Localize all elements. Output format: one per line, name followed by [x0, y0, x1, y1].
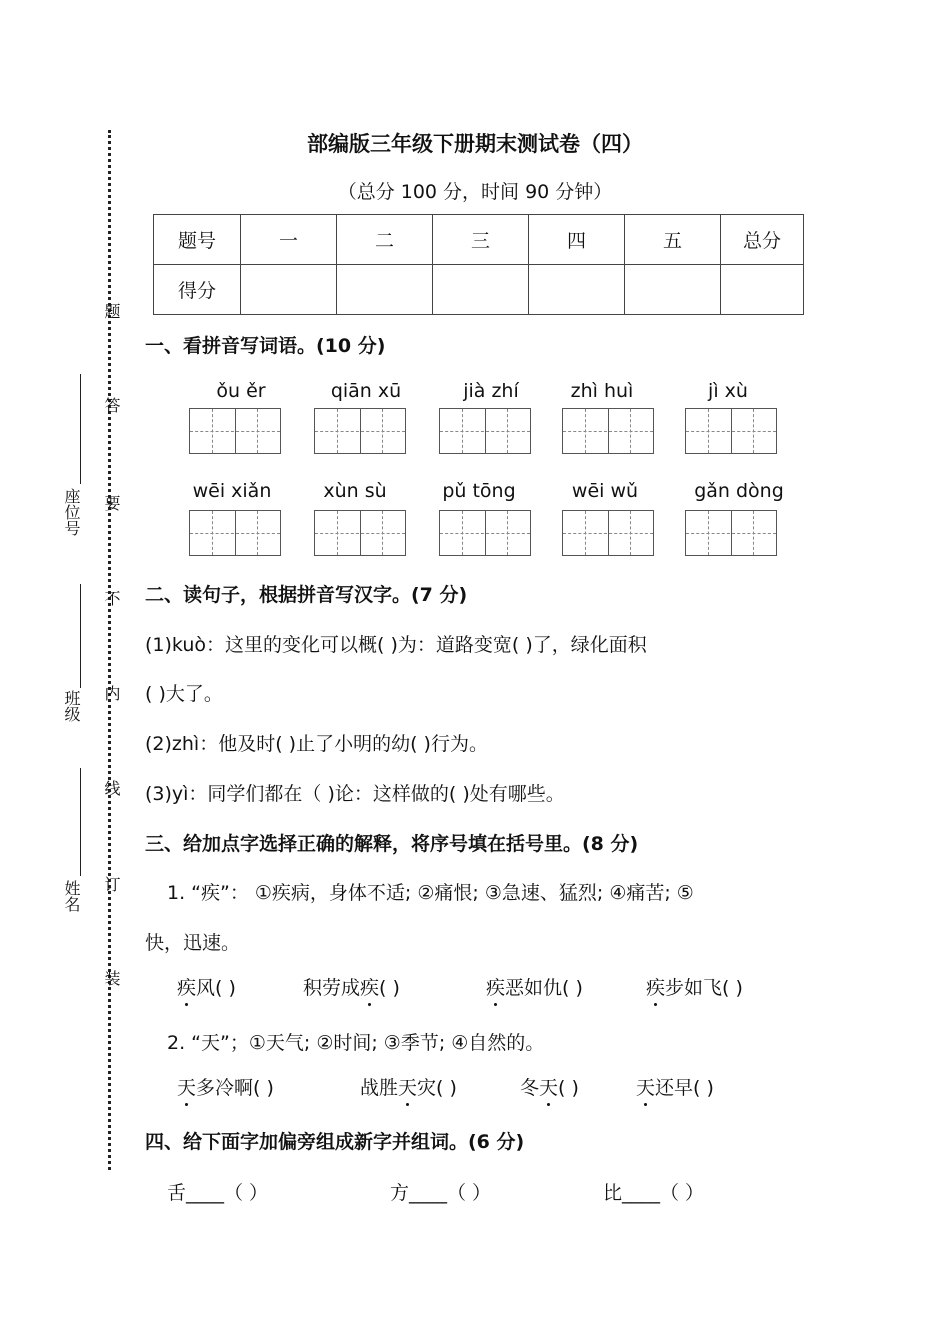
pinyin-label: wēi wǔ — [571, 480, 639, 502]
answer-item — [303, 973, 400, 1000]
answer-item-text: 还早( ) — [655, 1077, 714, 1099]
answer-item-text: 步如飞( ) — [665, 977, 743, 999]
question-text: 2. “天”；①天气; ②时间; ③季节; ④自然的。 — [167, 1032, 545, 1054]
answer-item-text: ( ) — [379, 977, 400, 999]
writing-grid[interactable] — [685, 510, 777, 556]
name-line — [80, 768, 81, 876]
answer-item-text: 灾( ) — [417, 1077, 457, 1099]
section3-heading: 三、给加点字选择正确的解释，将序号填在括号里。(8 分) — [145, 833, 639, 855]
section4-heading: 四、给下面字加偏旁组成新字并组词。(6 分) — [145, 1131, 525, 1153]
score-cell[interactable] — [721, 265, 804, 315]
pinyin-label: ǒu ěr — [216, 380, 266, 402]
dotted-char: 疾 — [646, 973, 665, 1000]
score-header-cell: 五 — [625, 215, 721, 265]
binding-char: 要 — [102, 495, 121, 511]
pinyin-label: zhì huì — [570, 380, 634, 402]
binding-char: 内 — [102, 685, 121, 701]
question-text: 1. “疾”： ①疾病，身体不适; ②痛恨; ③急速、猛烈; ④痛苦; ⑤ — [167, 882, 694, 904]
score-header-cell: 题号 — [154, 215, 241, 265]
seat-number-label: 座位号 — [62, 488, 81, 536]
score-header-cell: 总分 — [721, 215, 804, 265]
writing-grid[interactable] — [314, 510, 406, 556]
section1-heading: 一、看拼音写词语。(10 分) — [145, 335, 386, 357]
answer-item-text: 风( ) — [196, 977, 236, 999]
class-line — [80, 584, 81, 688]
dotted-char: 疾 — [177, 973, 196, 1000]
answer-item-prefix: 积劳成 — [303, 977, 361, 999]
pinyin-label: gǎn dòng — [694, 480, 784, 502]
section2-heading: 二、读句子，根据拼音写汉字。(7 分) — [145, 584, 468, 606]
pinyin-label: xùn sù — [323, 480, 387, 502]
answer-item — [646, 973, 743, 1000]
score-cell[interactable] — [433, 265, 529, 315]
answer-item-text: ( ) — [558, 1077, 579, 1099]
answer-item — [360, 1073, 457, 1100]
dotted-char: 疾 — [360, 973, 379, 1000]
writing-grid[interactable] — [189, 408, 281, 454]
writing-grid[interactable] — [562, 408, 654, 454]
binding-char: 订 — [102, 876, 121, 892]
pinyin-label: jià zhí — [463, 380, 519, 402]
answer-item-text: 多冷啊( ) — [196, 1077, 274, 1099]
score-cell[interactable] — [337, 265, 433, 315]
score-cell[interactable] — [625, 265, 721, 315]
radical-item: 比____（ ） — [603, 1182, 705, 1204]
question-text: 快，迅速。 — [145, 932, 241, 954]
dotted-char: 天 — [539, 1073, 558, 1100]
writing-grid[interactable] — [562, 510, 654, 556]
answer-item — [520, 1073, 579, 1100]
seat-number-line — [80, 374, 81, 484]
binding-char: 装 — [102, 970, 121, 986]
pinyin-label: wēi xiǎn — [192, 480, 272, 502]
name-label: 姓名 — [62, 880, 81, 912]
writing-grid[interactable] — [314, 408, 406, 454]
answer-item — [486, 973, 583, 1000]
score-table-score-row — [154, 265, 804, 315]
binding-char: 答 — [102, 397, 121, 413]
dotted-char: 天 — [636, 1073, 655, 1100]
page-subtitle: （总分 100 分，时间 90 分钟） — [337, 181, 613, 203]
score-cell[interactable] — [529, 265, 625, 315]
answer-item-prefix: 冬 — [520, 1077, 540, 1099]
radical-item: 方____（ ） — [390, 1182, 492, 1204]
dotted-char: 天 — [398, 1073, 417, 1100]
binding-char: 线 — [102, 780, 121, 796]
writing-grid[interactable] — [685, 408, 777, 454]
score-cell[interactable] — [241, 265, 337, 315]
pinyin-label: qiān xū — [330, 380, 402, 402]
answer-item — [636, 1073, 714, 1100]
class-label: 班级 — [62, 690, 81, 722]
score-header-cell: 四 — [529, 215, 625, 265]
score-header-cell: 三 — [433, 215, 529, 265]
dotted-char: 疾 — [486, 973, 505, 1000]
writing-grid[interactable] — [189, 510, 281, 556]
pinyin-label: jì xù — [708, 380, 748, 402]
pinyin-label: pǔ tōng — [442, 480, 516, 502]
writing-grid[interactable] — [439, 510, 531, 556]
radical-item: 舌____（ ） — [167, 1182, 269, 1204]
question-text: (1)kuò：这里的变化可以概( )为：道路变宽( )了，绿化面积 — [145, 634, 647, 656]
binding-char: 不 — [102, 590, 121, 606]
binding-dotted-line — [108, 130, 111, 1170]
score-header-cell: 二 — [337, 215, 433, 265]
answer-item — [177, 1073, 274, 1100]
answer-item-text: 恶如仇( ) — [505, 977, 583, 999]
score-row-label: 得分 — [154, 265, 241, 315]
answer-item — [177, 973, 236, 1000]
page-title: 部编版三年级下册期末测试卷（四） — [307, 132, 643, 156]
writing-grid[interactable] — [439, 408, 531, 454]
score-header-cell: 一 — [241, 215, 337, 265]
score-table-header-row — [154, 215, 804, 265]
answer-item-prefix: 战胜 — [360, 1077, 399, 1099]
score-table — [153, 214, 804, 315]
question-text: (2)zhì：他及时( )止了小明的幼( )行为。 — [145, 733, 488, 755]
question-text: ( )大了。 — [145, 683, 223, 705]
dotted-char: 天 — [177, 1073, 196, 1100]
question-text: (3)yì：同学们都在（ )论：这样做的( )处有哪些。 — [145, 783, 565, 805]
binding-char: 题 — [102, 303, 121, 319]
